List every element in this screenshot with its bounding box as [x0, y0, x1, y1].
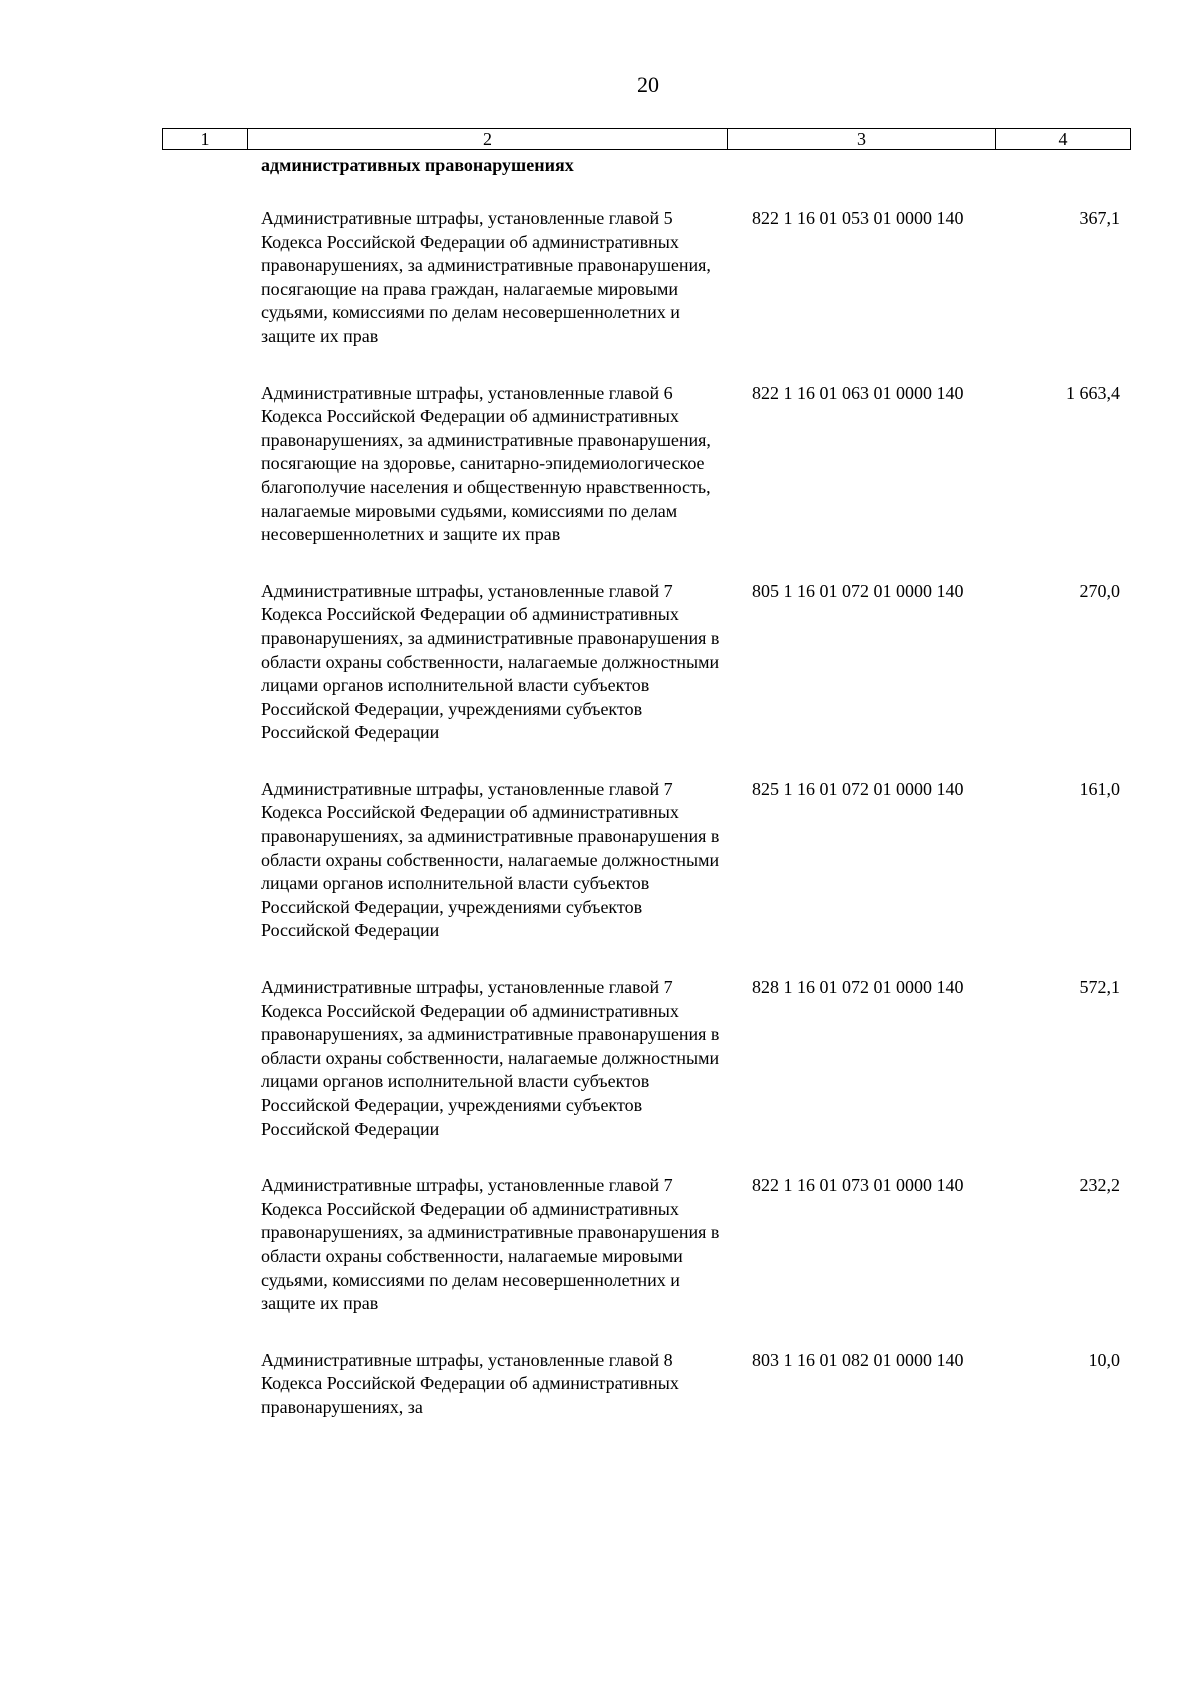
table-row: [162, 1174, 1130, 1316]
row-code: 822 1 16 01 073 01 0000 140: [752, 1175, 964, 1196]
continued-heading: административных правонарушениях: [261, 155, 574, 175]
table-row: [162, 580, 1130, 745]
row-amount: 1 663,4: [1066, 382, 1120, 403]
row-amount: 232,2: [1079, 1175, 1120, 1196]
column-number-4: 4: [996, 129, 1131, 150]
row-amount: 367,1: [1079, 208, 1120, 228]
row-code: 828 1 16 01 072 01 0000 140: [752, 977, 964, 998]
row-description: Административные штрафы, установленные главой 6 Кодекса Российской Федерации об административных правонарушениях, за административные правонарушения, посягающие на здоровье, санитарно-эпидемиологическое благополучие населения и общественную нравственность, налагаемые мировыми судьями, комиссиями по делам несовершеннолетних и защите их прав: [261, 382, 711, 545]
column-number-row: [163, 129, 1131, 150]
row-description: Административные штрафы, установленные главой 7 Кодекса Российской Федерации об административных правонарушениях, за административные правонарушения в области охраны собственности, налагаемые должностными лицами органов исполнительной власти субъектов Российской Федерации, учреждениями субъектов Российской Федерации: [261, 580, 720, 743]
row-description: Административные штрафы, установленные главой 8 Кодекса Российской Федерации об административных правонарушениях, за: [261, 1349, 679, 1417]
row-amount: 161,0: [1079, 778, 1120, 799]
column-number-3: 3: [728, 129, 996, 150]
row-code: 805 1 16 01 072 01 0000 140: [752, 580, 964, 601]
row-description: Административные штрафы, установленные главой 7 Кодекса Российской Федерации об административных правонарушениях, за административные правонарушения в области охраны собственности, налагаемые должностными лицами органов исполнительной власти субъектов Российской Федерации, учреждениями субъектов Российской Федерации: [261, 977, 720, 1139]
page-number: 20: [637, 72, 659, 97]
row-amount: 270,0: [1079, 580, 1120, 601]
row-amount: 572,1: [1079, 977, 1120, 998]
table-row: [162, 207, 1130, 349]
row-code: 803 1 16 01 082 01 0000 140: [752, 1349, 964, 1370]
row-code: 822 1 16 01 063 01 0000 140: [752, 382, 964, 403]
column-number-2: 2: [248, 129, 728, 150]
table-row: [162, 976, 1130, 1141]
table-body: [162, 154, 1130, 1453]
table-row: [162, 1349, 1130, 1420]
row-amount: 10,0: [1088, 1349, 1120, 1370]
row-code: 822 1 16 01 053 01 0000 140: [752, 208, 964, 228]
table-row: [162, 382, 1130, 547]
row-description: Административные штрафы, установленные главой 7 Кодекса Российской Федерации об административных правонарушениях, за административные правонарушения в области охраны собственности, налагаемые мировыми судьями, комиссиями по делам несовершеннолетних и защите их прав: [261, 1175, 720, 1314]
table-column-header: [162, 128, 1131, 150]
column-number-1: 1: [163, 129, 248, 150]
row-description: Административные штрафы, установленные главой 7 Кодекса Российской Федерации об административных правонарушениях, за административные правонарушения в области охраны собственности, налагаемые должностными лицами органов исполнительной власти субъектов Российской Федерации, учреждениями субъектов Российской Федерации: [261, 778, 720, 941]
row-description: Административные штрафы, установленные главой 5 Кодекса Российской Федерации об административных правонарушениях, за административные правонарушения, посягающие на права граждан, налагаемые мировыми судьями, комиссиями по делам несовершеннолетних и защите их прав: [261, 208, 711, 346]
row-code: 825 1 16 01 072 01 0000 140: [752, 778, 964, 799]
table-row: [162, 778, 1130, 943]
